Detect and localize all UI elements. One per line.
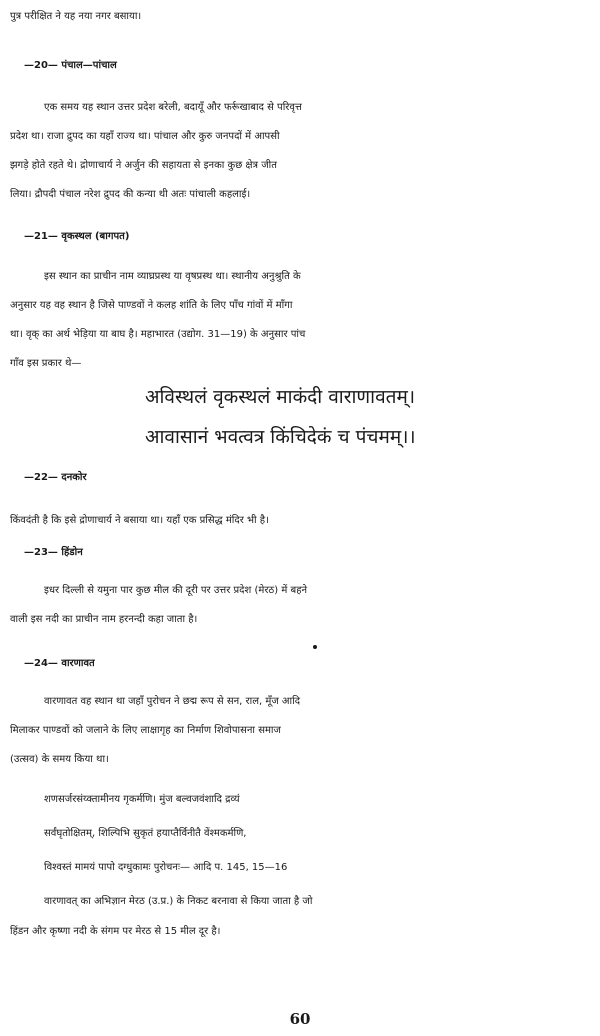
paragraph-line: वारणावत् का अभिज्ञान मेरठ (उ.प्र.) के निकट बरनावा से किया जाता है जो (44, 896, 313, 907)
verse-line: विश्वस्तं मामयं पापो दग्धुकामः पुरोचनः— आदि प. 145, 15—16 (44, 862, 288, 873)
section-heading-23: —23— हिंडोन (24, 547, 83, 558)
page-number: 60 (289, 1010, 311, 1028)
paragraph-line: किंवदंती है कि इसे द्रोणाचार्य ने बसाया था। यहाँ एक प्रसिद्ध मंदिर भी है। (10, 515, 269, 526)
paragraph-line: प्रदेश था। राजा द्रुपद का यहाँ राज्य था। पांचाल और कुरु जनपदों में आपसी (10, 131, 280, 142)
paragraph-line: वारणावत वह स्थान था जहाँ पुरोचन ने छद्म रूप से सन, राल, मूँज आदि (44, 696, 301, 707)
verse-line: आवासानं भवत्वत्र किंचिदेकं च पंचमम्।। (145, 426, 416, 448)
verse-line: अविस्थलं वृकस्थलं माकंदी वाराणावतम्। (145, 386, 416, 408)
verse-line: शणसर्जरसंय्क्तामीनय गृकर्मणि। मुंज बल्वजवंशादि द्रव्यं (44, 794, 240, 805)
stray-dot (313, 645, 317, 649)
section-heading-22: —22— दनकोर (24, 472, 87, 483)
section-heading-24: —24— वारणावत (24, 658, 95, 669)
paragraph-line: झगड़े होते रहते थे। द्रोणाचार्य ने अर्जुन की सहायता से इनका कुछ क्षेत्र जीत (10, 160, 277, 171)
paragraph-line: (उत्सव) के समय किया था। (10, 754, 109, 765)
section-heading-21: —21— वृकस्थल (बागपत) (24, 231, 130, 242)
section-heading-20: —20— पंचाल—पांचाल (24, 60, 117, 71)
paragraph-line: मिलाकर पाण्डवों को जलाने के लिए लाक्षागृह का निर्माण शिवोपासना समाज (10, 725, 281, 736)
paragraph-line: एक समय यह स्थान उत्तर प्रदेश बरेली, बदायूँ और फर्रूखाबाद से परिवृत्त (44, 102, 302, 113)
paragraph-line: इस स्थान का प्राचीन नाम व्याघ्रप्रस्थ या वृषप्रस्थ था। स्थानीय अनुश्रुति के (44, 271, 301, 282)
paragraph-line: वाली इस नदी का प्राचीन नाम हरनन्दी कहा जाता है। (10, 614, 198, 625)
verse-line: सर्वंघृतोक्षितम्, शिल्पिभि सुकृतं हयाप्तैर्विनीतै वेंश्मकर्मणि, (44, 828, 247, 839)
continuation-text: पुत्र परीक्षित ने यह नया नगर बसाया। (10, 11, 142, 22)
paragraph-line: अनुसार यह वह स्थान है जिसे पाण्डवों ने कलह शांति के लिए पाँच गांवों में माँगा (10, 300, 293, 311)
paragraph-line: हिंडन और कृष्णा नदी के संगम पर मेरठ से 15 मील दूर है। (10, 926, 221, 937)
paragraph-line: था। वृक् का अर्थ भेड़िया या बाघ है। महाभारत (उद्योग. 31—19) के अनुसार पांच (10, 329, 306, 340)
paragraph-line: लिया। द्रौपदी पंचाल नरेश द्रुपद की कन्या थी अतः पांचाली कहलाई। (10, 189, 251, 200)
paragraph-line: गाँव इस प्रकार थे— (10, 358, 82, 369)
paragraph-line: इधर दिल्ली से यमुना पार कुछ मील की दूरी पर उत्तर प्रदेश (मेरठ) में बहने (44, 585, 308, 596)
